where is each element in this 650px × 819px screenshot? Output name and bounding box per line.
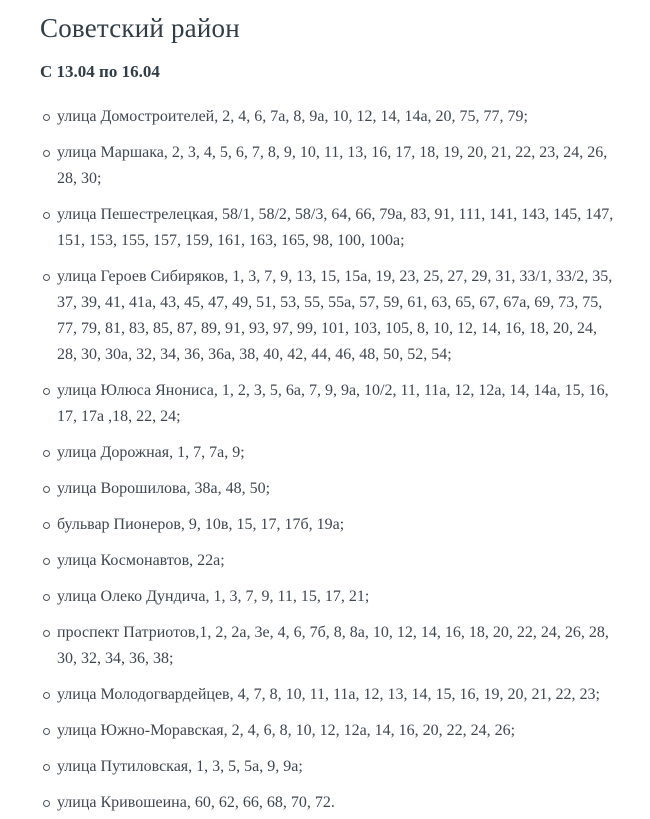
street-list-item xyxy=(40,264,615,368)
street-text: улица Космонавтов, 22а; xyxy=(57,552,225,569)
street-list-item xyxy=(40,476,615,502)
street-list xyxy=(40,104,615,816)
street-list-item xyxy=(40,790,615,816)
street-list-item xyxy=(40,440,615,466)
street-text: бульвар Пионеров, 9, 10в, 15, 17, 17б, 19а; xyxy=(57,516,345,533)
street-list-item xyxy=(40,754,615,780)
bullet-icon xyxy=(43,728,50,735)
street-list-item xyxy=(40,718,615,744)
bullet-icon xyxy=(43,800,50,807)
bullet-icon xyxy=(43,450,50,457)
bullet-icon xyxy=(43,150,50,157)
bullet-icon xyxy=(43,630,50,637)
bullet-icon xyxy=(43,594,50,601)
street-list-item xyxy=(40,202,615,254)
street-text: улица Пешестрелецкая, 58/1, 58/2, 58/3, 64, 66, 79а, 83, 91, 111, 141, 143, 145, 147, 151, 153, 155, 157, 159, 161, 163, 165, 98, 100, 100а; xyxy=(57,206,614,249)
street-text: улица Героев Сибиряков, 1, 3, 7, 9, 13, 15, 15а, 19, 23, 25, 27, 29, 31, 33/1, 33/2, 35, 37, 39, 41, 41а, 43, 45, 47, 49, 51, 53, 55, 55а, 57, 59, 61, 63, 65, 67, 67а, 69, 73, 75, 77, 79, 81, 83, 85, 87, 89, 91, 93, 97, 99, 101, 103, 105, 8, 10, 12, 14, 16, 18, 20, 24, 28, 30, 30а, 32, 34, 36, 36а, 38, 40, 42, 44, 46, 48, 50, 52, 54; xyxy=(57,268,613,363)
bullet-icon xyxy=(43,212,50,219)
street-text: улица Дорожная, 1, 7, 7а, 9; xyxy=(57,444,245,461)
bullet-icon xyxy=(43,486,50,493)
street-text: улица Кривошеина, 60, 62, 66, 68, 70, 72. xyxy=(57,794,335,811)
street-list-item xyxy=(40,140,615,192)
page-title: Советский район xyxy=(40,13,240,43)
street-list-item xyxy=(40,682,615,708)
street-text: проспект Патриотов,1, 2, 2а, 3е, 4, 6, 7б, 8, 8а, 10, 12, 14, 16, 18, 20, 22, 24, 26, 28, 30, 32, 34, 36, 38; xyxy=(57,624,609,667)
street-list-item xyxy=(40,548,615,574)
street-text: улица Юлюса Янониса, 1, 2, 3, 5, 6а, 7, 9, 9а, 10/2, 11, 11а, 12, 12а, 14, 14а, 15, 16, 17, 17а ,18, 22, 24; xyxy=(57,382,609,425)
street-list-item xyxy=(40,378,615,430)
street-list-item xyxy=(40,620,615,672)
street-text: улица Ворошилова, 38а, 48, 50; xyxy=(57,480,271,497)
bullet-icon xyxy=(43,388,50,395)
bullet-icon xyxy=(43,692,50,699)
street-list-item xyxy=(40,512,615,538)
bullet-icon xyxy=(43,274,50,281)
street-text: улица Домостроителей, 2, 4, 6, 7а, 8, 9а, 10, 12, 14, 14а, 20, 75, 77, 79; xyxy=(57,108,528,125)
bullet-icon xyxy=(43,558,50,565)
date-range: С 13.04 по 16.04 xyxy=(40,62,160,81)
street-text: улица Путиловская, 1, 3, 5, 5а, 9, 9а; xyxy=(57,758,303,775)
bullet-icon xyxy=(43,522,50,529)
bullet-icon xyxy=(43,114,50,121)
street-text: улица Южно-Моравская, 2, 4, 6, 8, 10, 12, 12а, 14, 16, 20, 22, 24, 26; xyxy=(57,722,516,739)
street-text: улица Олеко Дундича, 1, 3, 7, 9, 11, 15, 17, 21; xyxy=(57,588,370,605)
street-list-item xyxy=(40,584,615,610)
street-text: улица Молодогвардейцев, 4, 7, 8, 10, 11, 11а, 12, 13, 14, 15, 16, 19, 20, 21, 22, 23; xyxy=(57,686,600,703)
bullet-icon xyxy=(43,764,50,771)
street-text: улица Маршака, 2, 3, 4, 5, 6, 7, 8, 9, 10, 11, 13, 16, 17, 18, 19, 20, 21, 22, 23, 24, 26, 28, 30; xyxy=(57,144,608,187)
street-list-item xyxy=(40,104,615,130)
